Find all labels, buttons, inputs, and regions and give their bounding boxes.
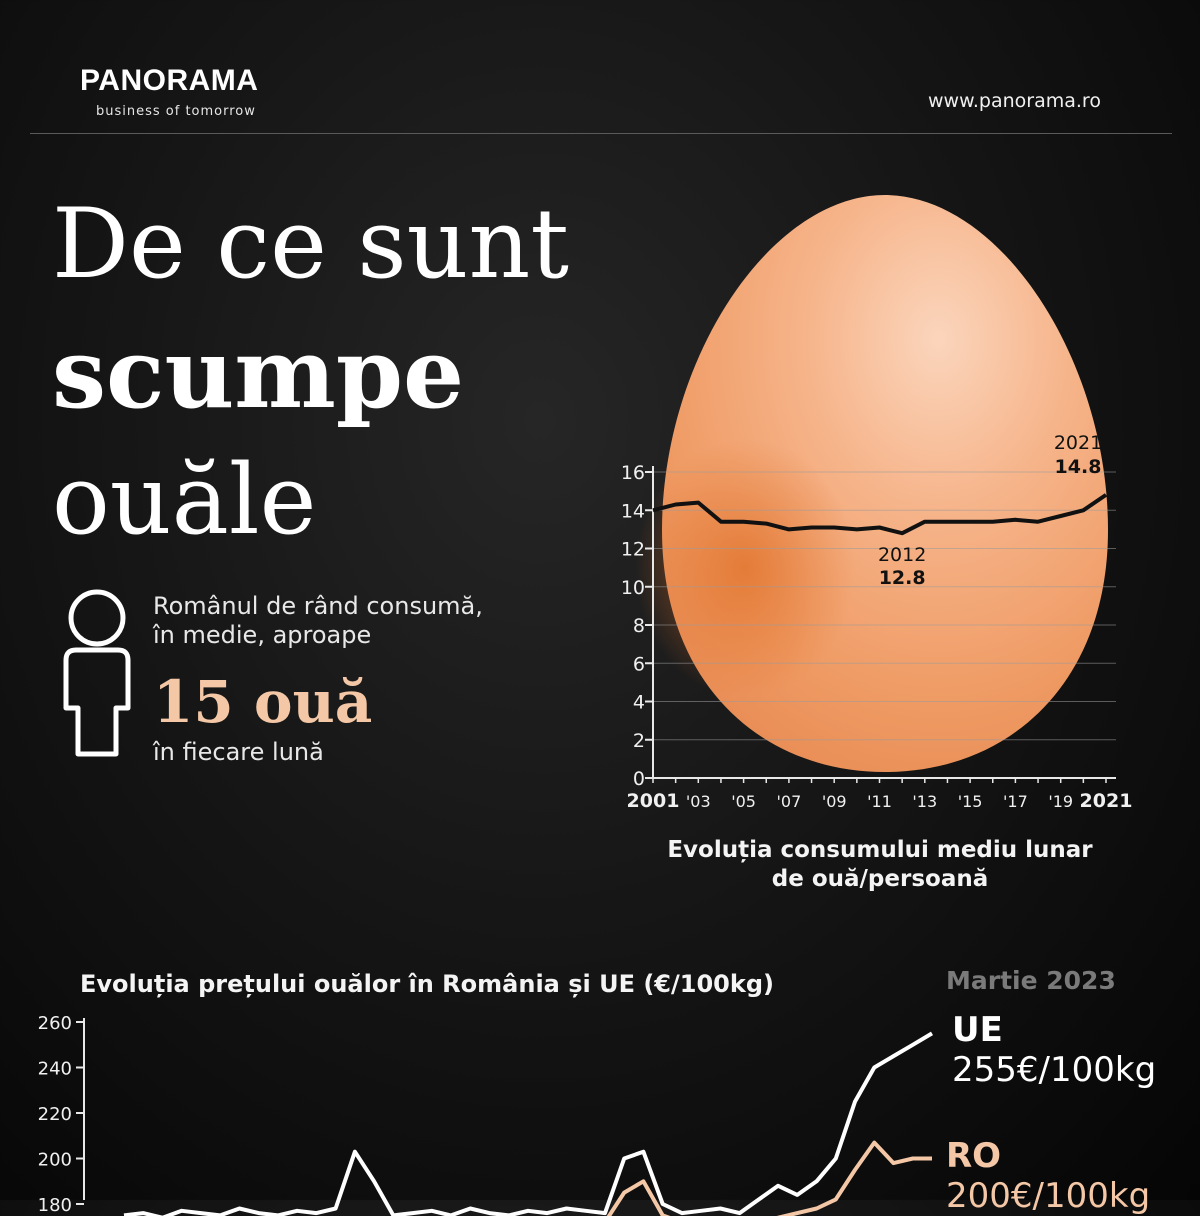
consumption-y-tick-label: 6 [632,653,645,676]
consumption-y-tick-label: 2 [632,729,645,752]
price-chart-title: Evoluția prețului ouălor în România și UE (€/100kg) [80,970,774,998]
series-ue-value: 255€/100kg [952,1050,1157,1090]
consumption-caption-line-1: Evoluția consumului mediu lunar [667,837,1093,863]
consumption-y-tick-label: 8 [632,615,645,637]
consumption-x-tick-label: 2021 [1079,790,1133,812]
consumption-y-tick-label: 4 [632,691,645,714]
consumption-y-ticks [621,462,653,790]
price-chart [0,1000,1200,1216]
annotation-2021-year: 2021 [1053,431,1103,454]
consumption-caption [640,836,1120,894]
price-y-ticks [38,1013,84,1216]
series-ro-value: 200€/100kg [946,1176,1151,1216]
website-link[interactable]: www.panorama.ro [928,90,1101,112]
price-series-ue-line [124,1033,932,1216]
headline-line-3: ouăle [52,444,317,556]
lead-line-2: în medie, aproape [153,621,372,649]
consumption-y-tick-label: 14 [620,500,645,523]
consumption-y-tick-label: 10 [620,576,645,599]
brand-logo: PANORAMA [80,64,259,97]
highlight-tail: în fiecare lună [153,738,324,766]
lead-line-1: Românul de rând consumă, [153,592,483,620]
consumption-x-tick-label: '03 [685,792,711,811]
consumption-x-tick-label: 2001 [626,790,680,812]
consumption-y-tick-label: 12 [620,538,645,561]
price-y-tick-label: 260 [37,1013,72,1034]
annotation-2012-value: 12.8 [878,567,926,590]
headline-line-1: De ce sunt [52,188,569,300]
consumption-x-tick-label: '09 [821,792,847,811]
annotation-2021-value: 14.8 [1054,455,1102,478]
price-chart-date: Martie 2023 [946,966,1116,995]
brand-tagline: business of tomorrow [96,104,256,119]
price-y-tick-label: 200 [37,1149,72,1171]
highlight-number: 15 ouă [153,668,373,736]
consumption-x-tick-label: '15 [957,792,983,811]
consumption-x-tick-label: '05 [731,792,756,811]
price-y-tick-label: 180 [37,1195,72,1216]
consumption-x-tick-label: '13 [912,792,938,811]
consumption-x-ticks [627,778,1133,812]
consumption-y-tick-label: 16 [620,462,645,484]
series-ue-name: UE [952,1010,1003,1050]
consumption-caption-line-2: de ouă/persoană [771,866,989,892]
consumption-x-tick-label: '07 [776,792,802,811]
price-series-ro-line [124,1143,932,1216]
consumption-x-tick-label: '17 [1003,792,1028,811]
price-y-tick-label: 220 [37,1104,72,1125]
headline-line-2: scumpe [52,317,465,430]
series-ro-name: RO [946,1136,1002,1176]
consumption-y-tick-label: 0 [632,768,645,790]
price-y-tick-label: 240 [37,1058,72,1080]
annotation-2012-year: 2012 [877,544,927,567]
consumption-x-tick-label: '19 [1048,792,1074,811]
consumption-x-tick-label: '11 [867,792,892,811]
